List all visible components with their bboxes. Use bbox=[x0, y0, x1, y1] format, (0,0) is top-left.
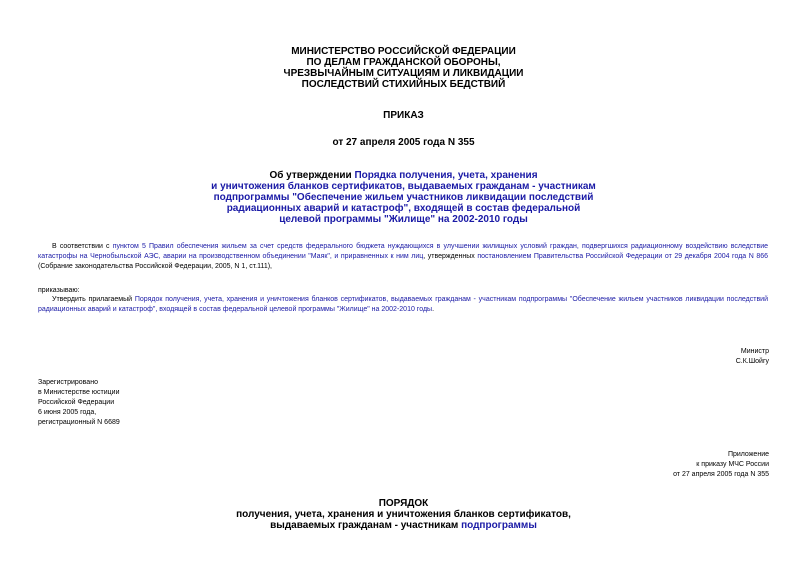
preamble-text-3: (Собрание законодательства Российской Федерации, 2005, N 1, ст.111), bbox=[38, 263, 273, 270]
ministry-line-1: МИНИСТЕРСТВО РОССИЙСКОЙ ФЕДЕРАЦИИ bbox=[291, 46, 516, 57]
order-type: ПРИКАЗ bbox=[383, 110, 424, 121]
signature-block bbox=[736, 347, 769, 367]
subprogram-link[interactable]: подпрограммы bbox=[461, 520, 537, 531]
subject-link-line-5[interactable]: целевой программы "Жилище" на 2002-2010 годы bbox=[279, 214, 528, 225]
approval-text-1: Утвердить прилагаемый bbox=[52, 296, 135, 303]
ministry-line-4: ПОСЛЕДСТВИЙ СТИХИЙНЫХ БЕДСТВИЙ bbox=[301, 79, 506, 90]
procedure-title-block bbox=[0, 498, 807, 531]
approval-paragraph bbox=[38, 295, 768, 315]
registration-block bbox=[38, 378, 120, 428]
subject-link-line-3[interactable]: подпрограммы "Обеспечение жильем участников ликвидации последствий bbox=[213, 192, 594, 203]
registration-line-3: Российской Федерации bbox=[38, 399, 115, 406]
approval-text-2: . bbox=[432, 306, 435, 313]
subject-link-line-2[interactable]: и уничтожения бланков сертификатов, выдаваемых гражданам - участникам bbox=[211, 181, 596, 192]
appendix-block bbox=[673, 450, 769, 480]
registration-line-4: 6 июня 2005 года, bbox=[38, 409, 97, 416]
preamble-paragraph bbox=[38, 242, 768, 272]
rules-link[interactable]: пунктом 5 Правил обеспечения жильем за счет средств федерального бюджета нуждающихся в улучшении жилищных условий граждан, подвергшихся радиационному воздействию вследствие катастрофы на Чернобыльской АЭС, аварии на производственном объединении "Маяк", и приравненных к ним лиц bbox=[38, 243, 769, 260]
procedure-title: ПОРЯДОК bbox=[378, 498, 429, 509]
registration-line-5: регистрационный N 6689 bbox=[38, 419, 120, 426]
procedure-link[interactable]: Порядок получения, учета, хранения и уничтожения бланков сертификатов, выдаваемых гражданам - участникам подпрограммы "Обеспечение жильем участников ликвидации последствий радиационных аварий и катастроф", входящей в состав федеральной целевой программы "Жилище" на 2002-2010 годы bbox=[38, 296, 769, 313]
signature-name: С.К.Шойгу bbox=[735, 358, 769, 365]
order-subject bbox=[0, 170, 807, 225]
appendix-line-2: к приказу МЧС России bbox=[696, 461, 769, 468]
procedure-line-1: получения, учета, хранения и уничтожения бланков сертификатов, bbox=[236, 509, 571, 520]
preamble-text-2: , утвержденных bbox=[423, 253, 478, 260]
subject-link-line-1[interactable]: Порядка получения, учета, хранения bbox=[354, 170, 538, 181]
preamble-text-1: В соответствии с bbox=[52, 243, 113, 250]
signature-position: Министр bbox=[740, 348, 769, 355]
appendix-line-3: от 27 апреля 2005 года N 355 bbox=[673, 471, 769, 478]
registration-line-2: в Министерстве юстиции bbox=[38, 389, 120, 396]
subject-prefix: Об утверждении bbox=[269, 170, 355, 181]
subject-link-line-4[interactable]: радиационных аварий и катастроф", входящей в состав федеральной bbox=[226, 203, 581, 214]
appendix-line-1: Приложение bbox=[727, 451, 769, 458]
order-date: от 27 апреля 2005 года N 355 bbox=[332, 137, 475, 148]
orders-word: приказываю: bbox=[38, 287, 80, 294]
ministry-line-3: ЧРЕЗВЫЧАЙНЫМ СИТУАЦИЯМ И ЛИКВИДАЦИИ bbox=[283, 68, 524, 79]
ministry-line-2: ПО ДЕЛАМ ГРАЖДАНСКОЙ ОБОРОНЫ, bbox=[306, 57, 501, 68]
registration-line-1: Зарегистрировано bbox=[38, 379, 98, 386]
government-decree-link[interactable]: постановлением Правительства Российской Федерации от 29 декабря 2004 года N 866 bbox=[477, 253, 768, 260]
ministry-header bbox=[0, 46, 807, 90]
procedure-line-2-text: выдаваемых гражданам - участникам bbox=[270, 520, 462, 531]
